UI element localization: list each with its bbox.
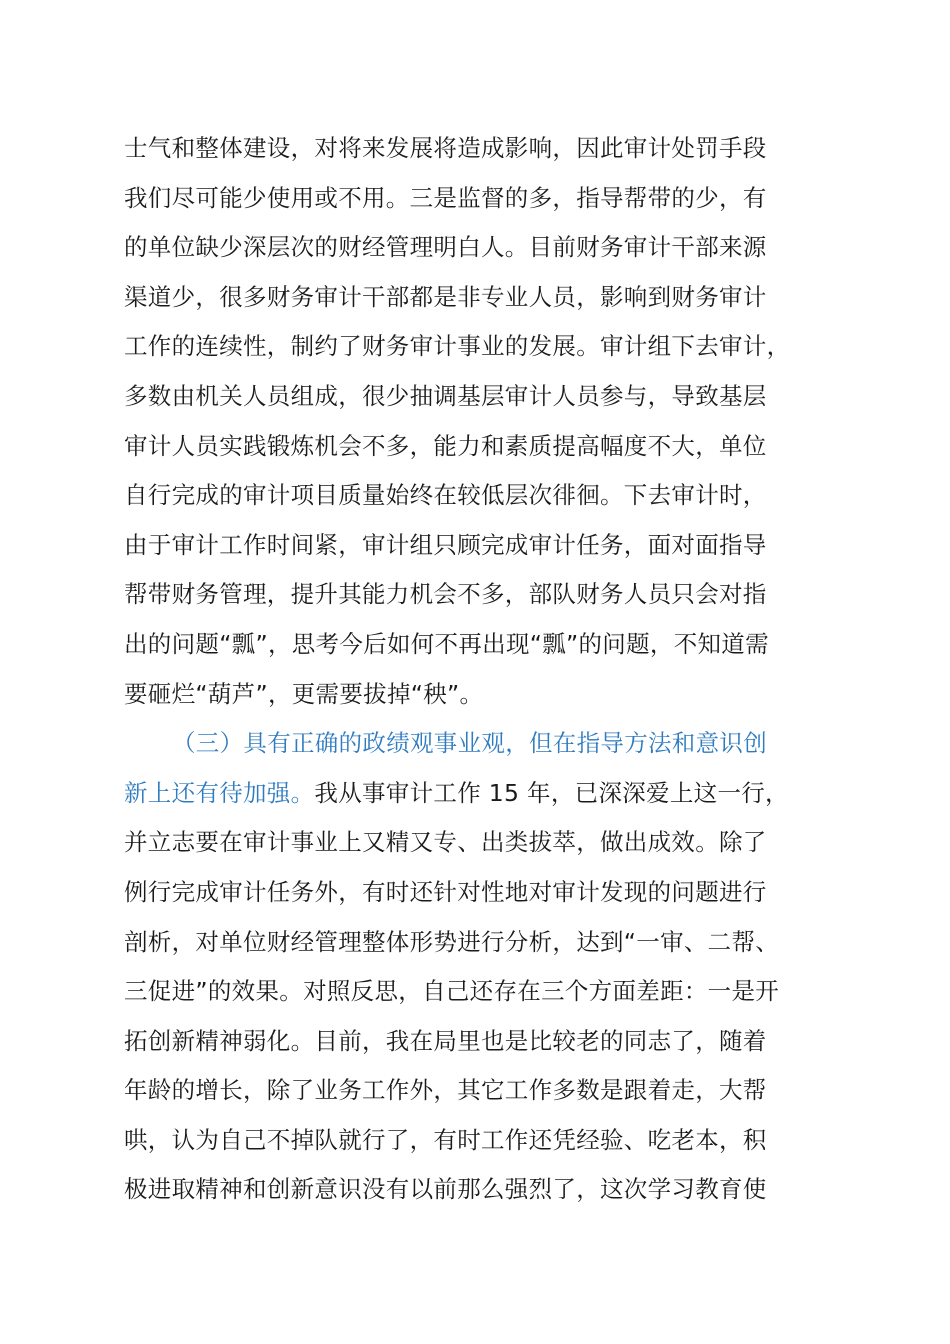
text-line: 士气和整体建设，对将来发展将造成影响，因此审计处罚手段 <box>124 134 767 162</box>
text-line: 工作的连续性，制约了财务审计事业的发展。审计组下去审计， <box>124 332 791 361</box>
text-line: 审计人员实践锻炼机会不多，能力和素质提高幅度不大，单位 <box>124 431 767 460</box>
text-line: 极进取精神和创新意识没有以前那么强烈了，这次学习教育使 <box>124 1175 767 1204</box>
text-line <box>124 769 844 819</box>
text-line: 我们尽可能少使用或不用。三是监督的多，指导帮带的少，有 <box>124 183 767 212</box>
text-line: 拓创新精神弱化。目前，我在局里也是比较老的同志了，随着 <box>124 1026 767 1055</box>
section-heading-continued: 新上还有待加强。 <box>124 778 315 807</box>
text-line: 帮带财务管理，提升其能力机会不多，部队财务人员只会对指 <box>124 580 767 609</box>
text-line: 哄，认为自己不掉队就行了，有时工作还凭经验、吃老本，积 <box>124 1125 767 1154</box>
text-line: 由于审计工作时间紧，审计组只顾完成审计任务，面对面指导 <box>124 530 767 559</box>
text-line: 自行完成的审计项目质量始终在较低层次徘徊。下去审计时， <box>124 481 767 510</box>
text-line: 多数由机关人员组成，很少抽调基层审计人员参与，导致基层 <box>124 381 767 410</box>
text-line: 并立志要在审计事业上又精又专、出类拔萃，做出成效。除了 <box>124 828 767 857</box>
text-line: 出的问题“瓢”，思考今后如何不再出现“瓢”的问题，不知道需 <box>124 629 769 658</box>
body-text <box>124 124 844 1215</box>
text-line: 要砸烂“葫芦”，更需要拔掉“秧”。 <box>124 679 484 708</box>
text-run: 我从事审计工作 15 年，已深深爱上这一行， <box>314 778 789 807</box>
text-line: 剖析，对单位财经管理整体形势进行分析，达到“一审、二帮、 <box>124 927 780 956</box>
text-line: 年龄的增长，除了业务工作外，其它工作多数是跟着走，大帮 <box>124 1076 767 1105</box>
text-line: 例行完成审计任务外，有时还针对性地对审计发现的问题进行 <box>124 877 767 906</box>
text-line: 渠道少，很多财务审计干部都是非专业人员，影响到财务审计 <box>124 282 767 311</box>
text-line: 的单位缺少深层次的财经管理明白人。目前财务审计干部来源 <box>124 233 767 262</box>
text-line: 三促进”的效果。对照反思，自己还存在三个方面差距：一是开 <box>124 977 780 1006</box>
section-heading: （三）具有正确的政绩观事业观，但在指导方法和意识创 <box>172 729 767 758</box>
